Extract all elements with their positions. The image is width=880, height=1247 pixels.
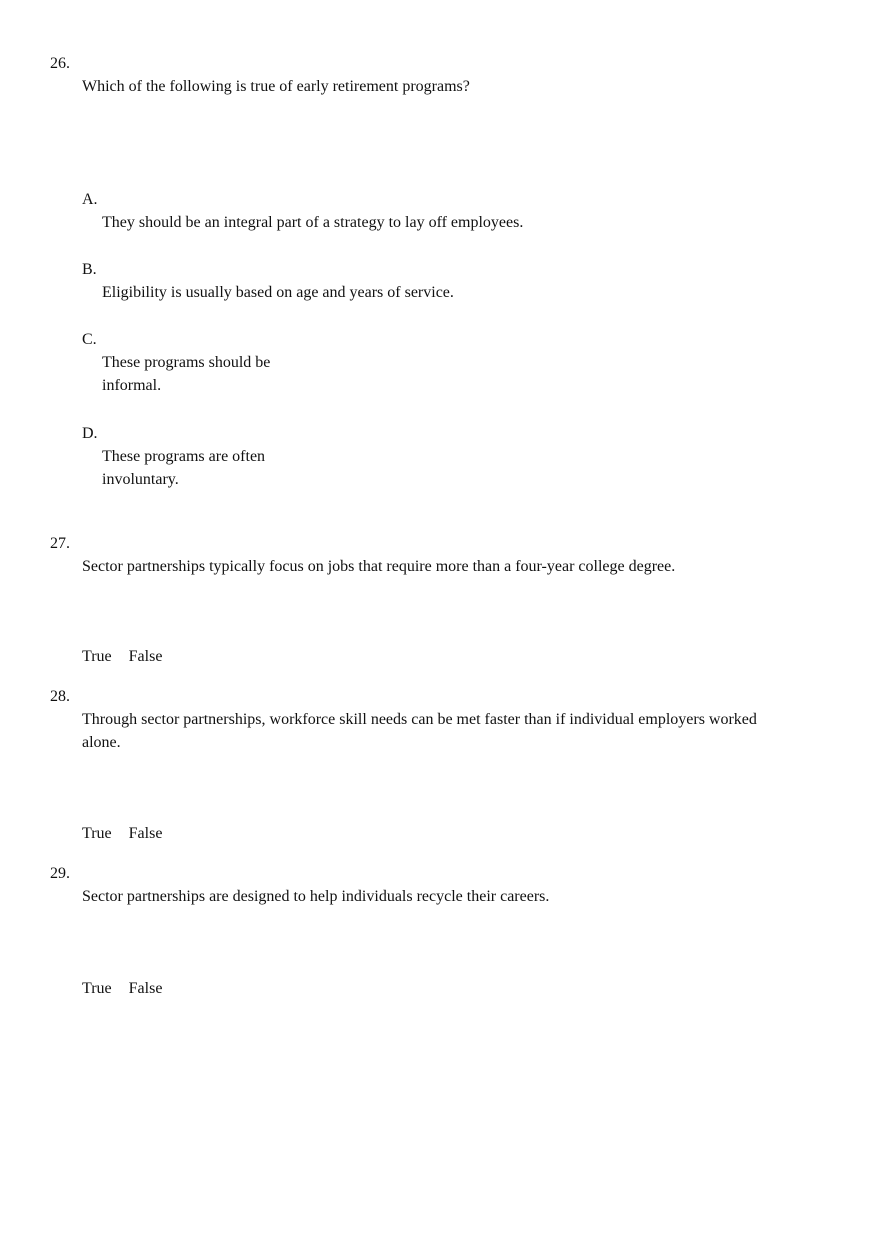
true-false-options bbox=[82, 977, 162, 1000]
true-false-options bbox=[82, 645, 162, 668]
option-text-c-line1[interactable]: These programs should be bbox=[102, 354, 271, 371]
question-text: Which of the following is true of early retirement programs? bbox=[82, 78, 470, 95]
question-number: 28. bbox=[50, 688, 70, 705]
true-option[interactable]: True bbox=[82, 825, 112, 842]
option-letter-a[interactable]: A. bbox=[82, 191, 98, 208]
option-text-a[interactable]: They should be an integral part of a strategy to lay off employees. bbox=[102, 214, 524, 231]
true-false-options bbox=[82, 822, 162, 845]
false-option[interactable]: False bbox=[128, 648, 163, 665]
question-text: Sector partnerships typically focus on jobs that require more than a four-year college degree. bbox=[82, 558, 676, 575]
question-text-line1: Through sector partnerships, workforce skill needs can be met faster than if individual employers worked bbox=[82, 711, 757, 728]
option-text-b[interactable]: Eligibility is usually based on age and years of service. bbox=[102, 284, 454, 301]
option-letter-d[interactable]: D. bbox=[82, 425, 98, 442]
false-option[interactable]: False bbox=[128, 825, 163, 842]
true-option[interactable]: True bbox=[82, 980, 112, 997]
question-number: 26. bbox=[50, 55, 70, 72]
question-number: 29. bbox=[50, 865, 70, 882]
true-option[interactable]: True bbox=[82, 648, 112, 665]
option-text-d-line2[interactable]: involuntary. bbox=[102, 471, 179, 488]
option-letter-c[interactable]: C. bbox=[82, 331, 97, 348]
question-number: 27. bbox=[50, 535, 70, 552]
question-text: Sector partnerships are designed to help individuals recycle their careers. bbox=[82, 888, 550, 905]
false-option[interactable]: False bbox=[128, 980, 163, 997]
option-letter-b[interactable]: B. bbox=[82, 261, 97, 278]
option-text-d-line1[interactable]: These programs are often bbox=[102, 448, 266, 465]
question-text-line2: alone. bbox=[82, 734, 121, 751]
option-text-c-line2[interactable]: informal. bbox=[102, 377, 162, 394]
